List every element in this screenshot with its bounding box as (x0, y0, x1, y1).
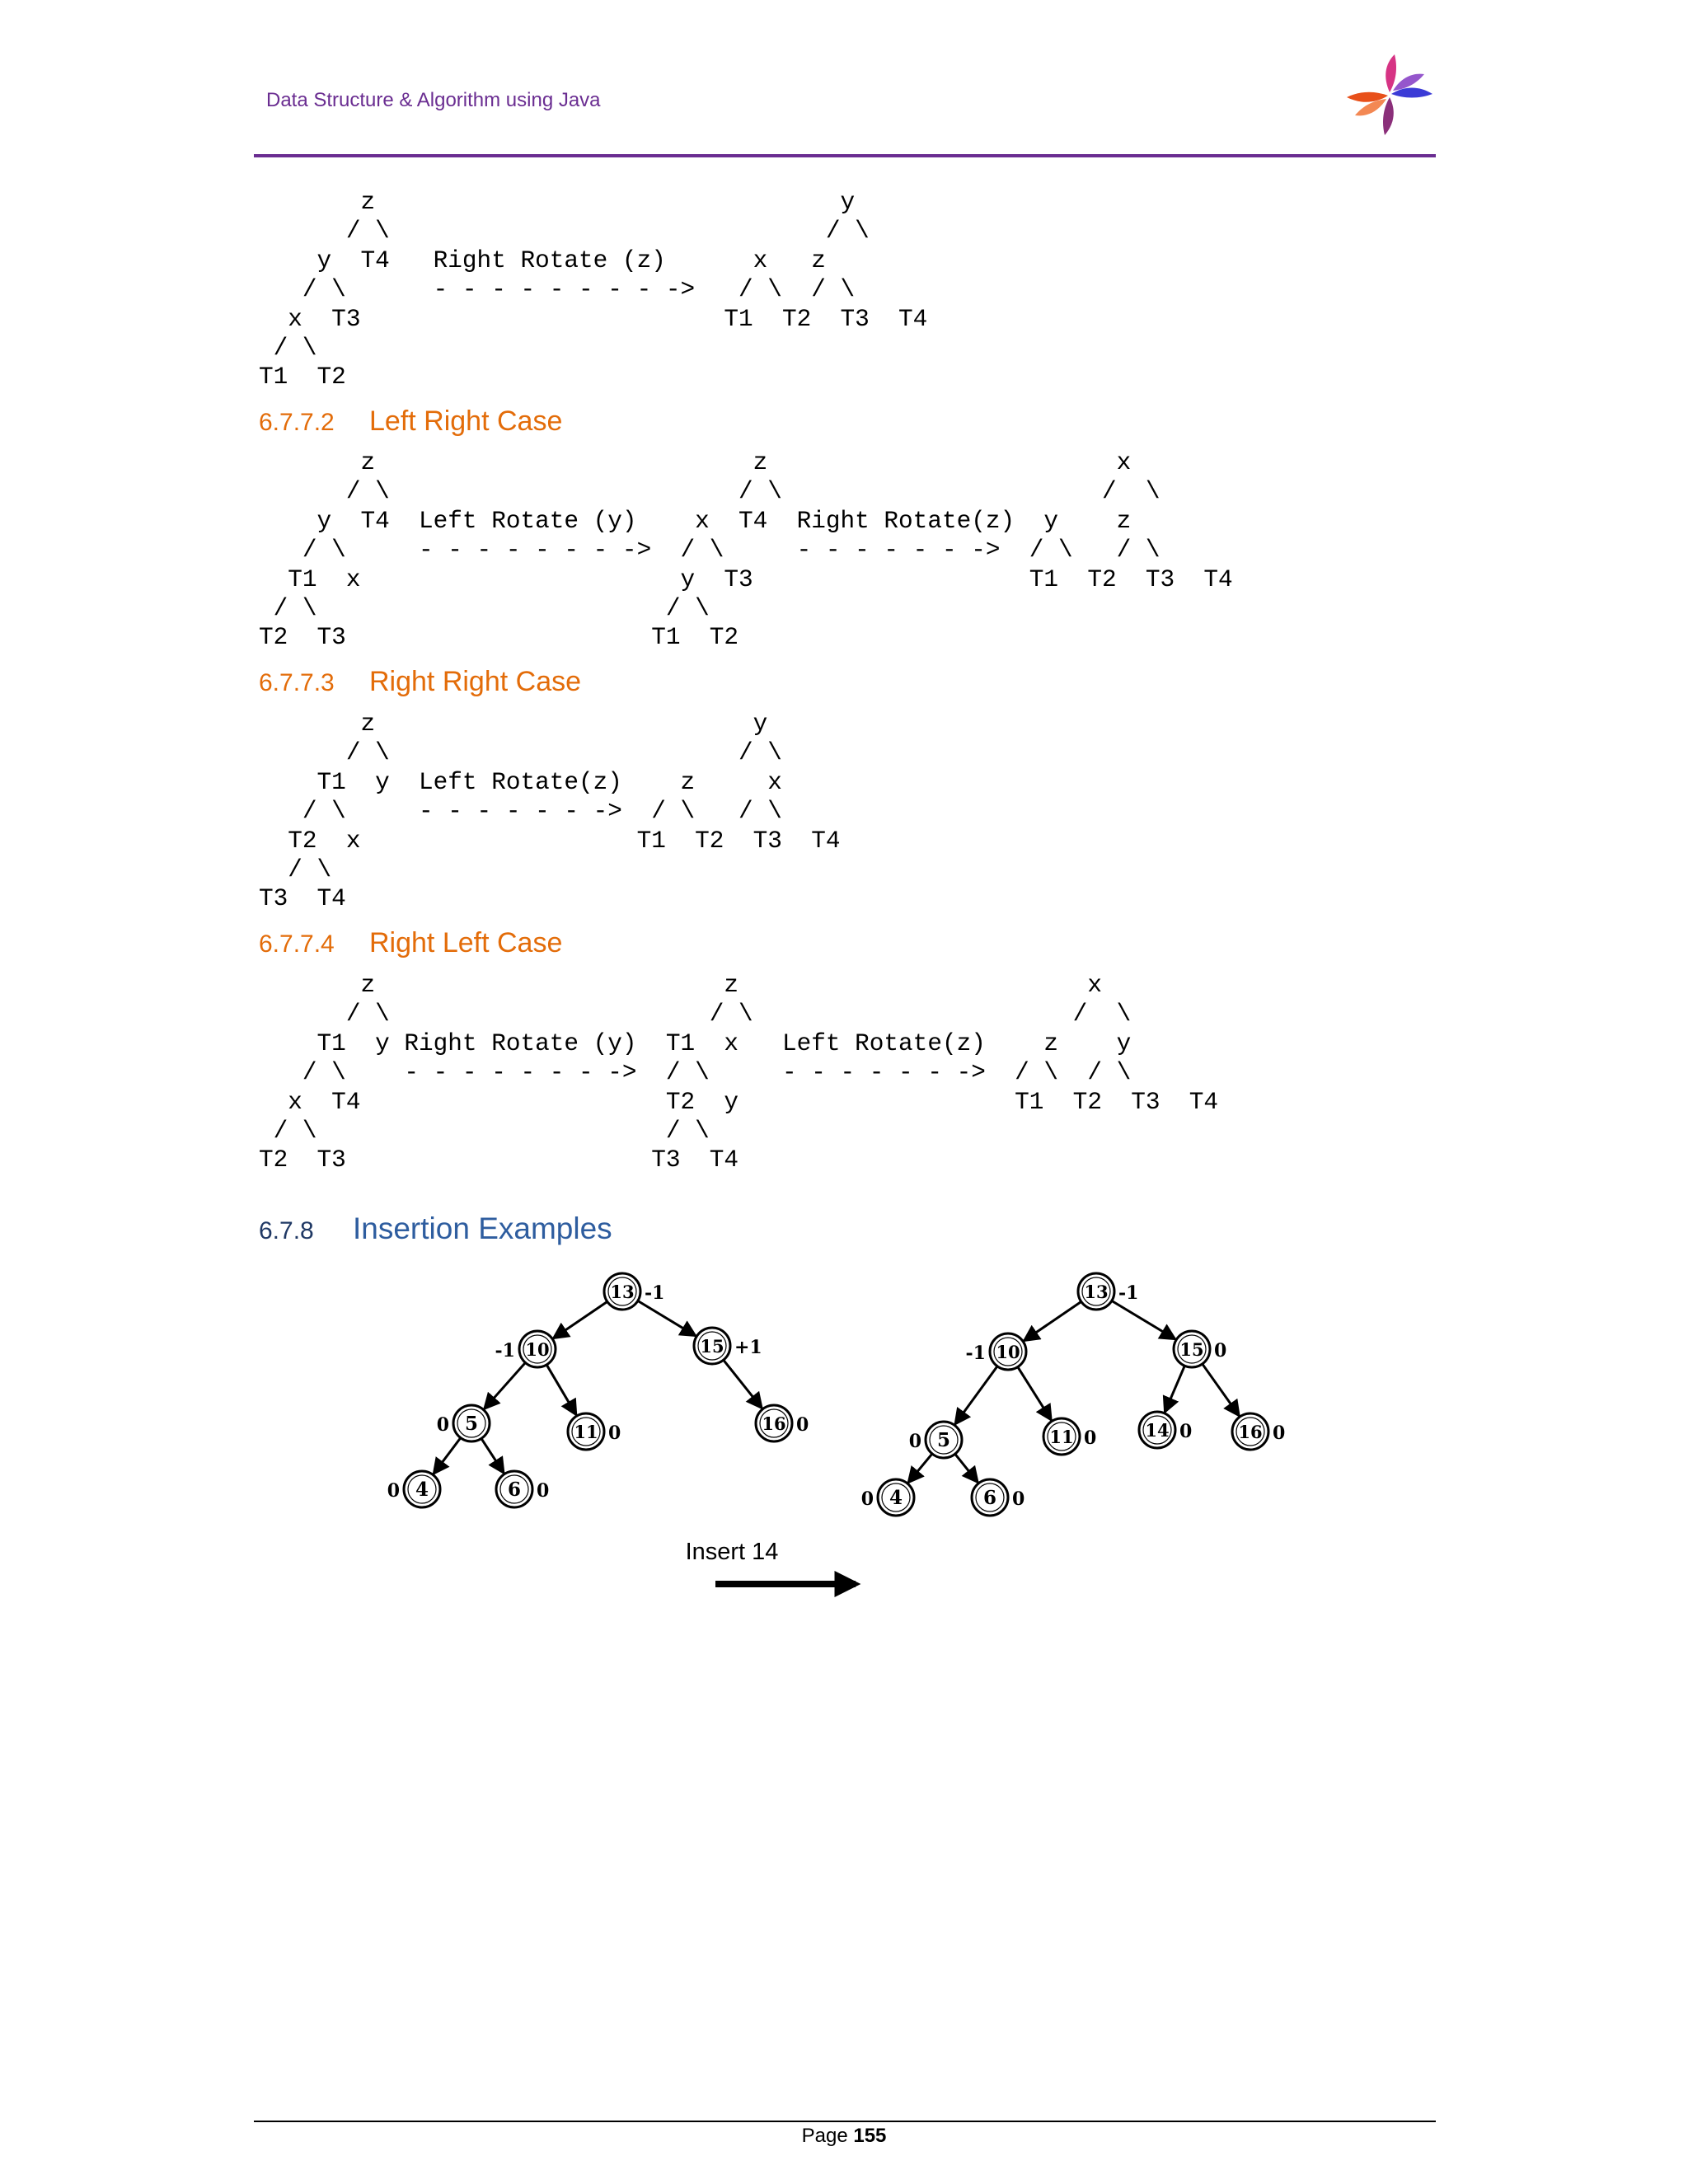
subsection-title: Right Right Case (369, 666, 582, 697)
tree-edge (1112, 1301, 1175, 1339)
subsection-title: Right Left Case (369, 927, 563, 958)
tree-edge (546, 1365, 576, 1415)
subsection-number: 6.7.7.2 (259, 409, 335, 436)
publisher-logo-icon (1343, 53, 1436, 138)
tree-node-key: 15 (1179, 1339, 1204, 1360)
tree-node (1078, 1273, 1138, 1310)
page-number: 155 (853, 2125, 887, 2147)
tree-node-key: 13 (1084, 1282, 1109, 1302)
tree-node-balance: 0 (908, 1431, 921, 1452)
tree-node-key: 13 (610, 1282, 635, 1302)
subsection-heading-right-left (259, 927, 562, 959)
tree-node-balance: 0 (1214, 1340, 1227, 1361)
tree-node (604, 1273, 664, 1310)
tree-node (1174, 1331, 1226, 1367)
tree-node-balance: +1 (734, 1337, 762, 1358)
tree-edge (724, 1360, 762, 1408)
tree-edge (955, 1454, 978, 1483)
tree-edge (553, 1301, 607, 1338)
tree-node-balance: -1 (645, 1282, 665, 1304)
right-rotate-diagram: z y / \ / \ y T4 Right Rotate (z) x z / \ - - - - - - - - -> / \ / \ x T3 T1 T2 T3 T4 / \ T1 T2 (259, 189, 928, 391)
tree-node-key: 16 (762, 1413, 786, 1434)
tree-node-key: 14 (1145, 1420, 1170, 1441)
tree-node-balance: 0 (1084, 1427, 1097, 1449)
subsection-heading-right-right (259, 666, 581, 698)
tree-node (496, 1471, 549, 1507)
section-heading-insertion-examples (259, 1212, 612, 1246)
tree-node-key: 4 (889, 1487, 903, 1509)
tree-edge (481, 1438, 504, 1473)
tree-node (495, 1331, 556, 1367)
subsection-title: Left Right Case (369, 405, 563, 437)
tree-node-balance: 0 (608, 1422, 621, 1444)
tree-node (1139, 1412, 1192, 1448)
tree-node-key: 10 (996, 1342, 1020, 1362)
tree-node-balance: -1 (495, 1340, 515, 1361)
section-title: Insertion Examples (353, 1212, 612, 1245)
subsection-heading-left-right (259, 405, 562, 438)
footer-rule (254, 2121, 1436, 2122)
tree-node-key: 11 (574, 1422, 598, 1442)
page-footer (0, 2125, 1688, 2148)
header-rule (254, 154, 1436, 157)
tree-node (966, 1333, 1026, 1370)
tree-node (909, 1422, 962, 1458)
tree-node-balance: 0 (1179, 1421, 1193, 1442)
tree-node-balance: -1 (1118, 1282, 1139, 1304)
tree-node-balance: 0 (796, 1414, 809, 1436)
tree-node (568, 1413, 621, 1450)
tree-node-key: 4 (415, 1479, 429, 1501)
left-right-case-diagram: z z x / \ / \ / \ y T4 Left Rotate (y) x T4 Right Rotate(z) y z / \ - - - - - - - -> / \ - - - - - - -> / \ / \ T1 x y T3 T1 T2 T3 T4 / \ / \ T2 T3 T1 T2 (259, 449, 1233, 652)
tree-edge (1203, 1364, 1240, 1416)
tree-node (756, 1405, 809, 1441)
tree-edge (434, 1438, 461, 1474)
tree-node (694, 1328, 762, 1364)
tree-node (1232, 1413, 1285, 1450)
right-left-case-diagram: z z x / \ / \ / \ T1 y Right Rotate (y) T1 x Left Rotate(z) z y / \ - - - - - - - -> / \ - - - - - - -> / \ / \ x T4 T2 y T1 T2 T3 T4 / \ / \ T2 T3 T3 T4 (259, 972, 1219, 1174)
tree-edge (1165, 1366, 1184, 1413)
tree-node (861, 1479, 914, 1516)
tree-edge (638, 1301, 696, 1336)
tree-node-key: 6 (982, 1487, 997, 1509)
avl-insertion-figure (280, 1249, 1319, 1611)
tree-node (387, 1471, 440, 1507)
tree-node-key: 5 (936, 1429, 951, 1451)
tree-node-balance: 0 (537, 1480, 550, 1502)
tree-node-balance: 0 (387, 1480, 400, 1502)
tree-node (1043, 1418, 1096, 1455)
tree-node-balance: 0 (860, 1488, 874, 1510)
tree-edge (1018, 1367, 1052, 1421)
tree-edge (484, 1362, 525, 1408)
right-right-case-diagram: z y / \ / \ T1 y Left Rotate(z) z x / \ - - - - - - -> / \ / \ T2 x T1 T2 T3 T4 / \ T3 T4 (259, 710, 841, 913)
running-header-title: Data Structure & Algorithm using Java (266, 89, 601, 111)
tree-node-balance: 0 (436, 1414, 449, 1436)
tree-node (437, 1405, 490, 1441)
tree-node-key: 11 (1049, 1427, 1074, 1447)
tree-node-key: 6 (507, 1479, 522, 1501)
tree-node-key: 5 (464, 1413, 479, 1435)
tree-node-balance: -1 (965, 1343, 986, 1364)
tree-node-key: 15 (700, 1336, 724, 1357)
subsection-number: 6.7.7.3 (259, 669, 335, 696)
tree-edge (955, 1366, 997, 1425)
tree-node-key: 16 (1238, 1422, 1263, 1442)
tree-node-key: 10 (525, 1339, 550, 1360)
insert-arrow-label: Insert 14 (685, 1539, 779, 1565)
tree-node-balance: 0 (1273, 1422, 1286, 1444)
tree-node (972, 1479, 1025, 1516)
subsection-number: 6.7.7.4 (259, 930, 335, 958)
page-label: Page (801, 2125, 848, 2147)
tree-edge (1024, 1301, 1081, 1341)
tree-node-balance: 0 (1012, 1488, 1025, 1510)
section-number: 6.7.8 (259, 1217, 314, 1244)
tree-edge (908, 1454, 932, 1483)
